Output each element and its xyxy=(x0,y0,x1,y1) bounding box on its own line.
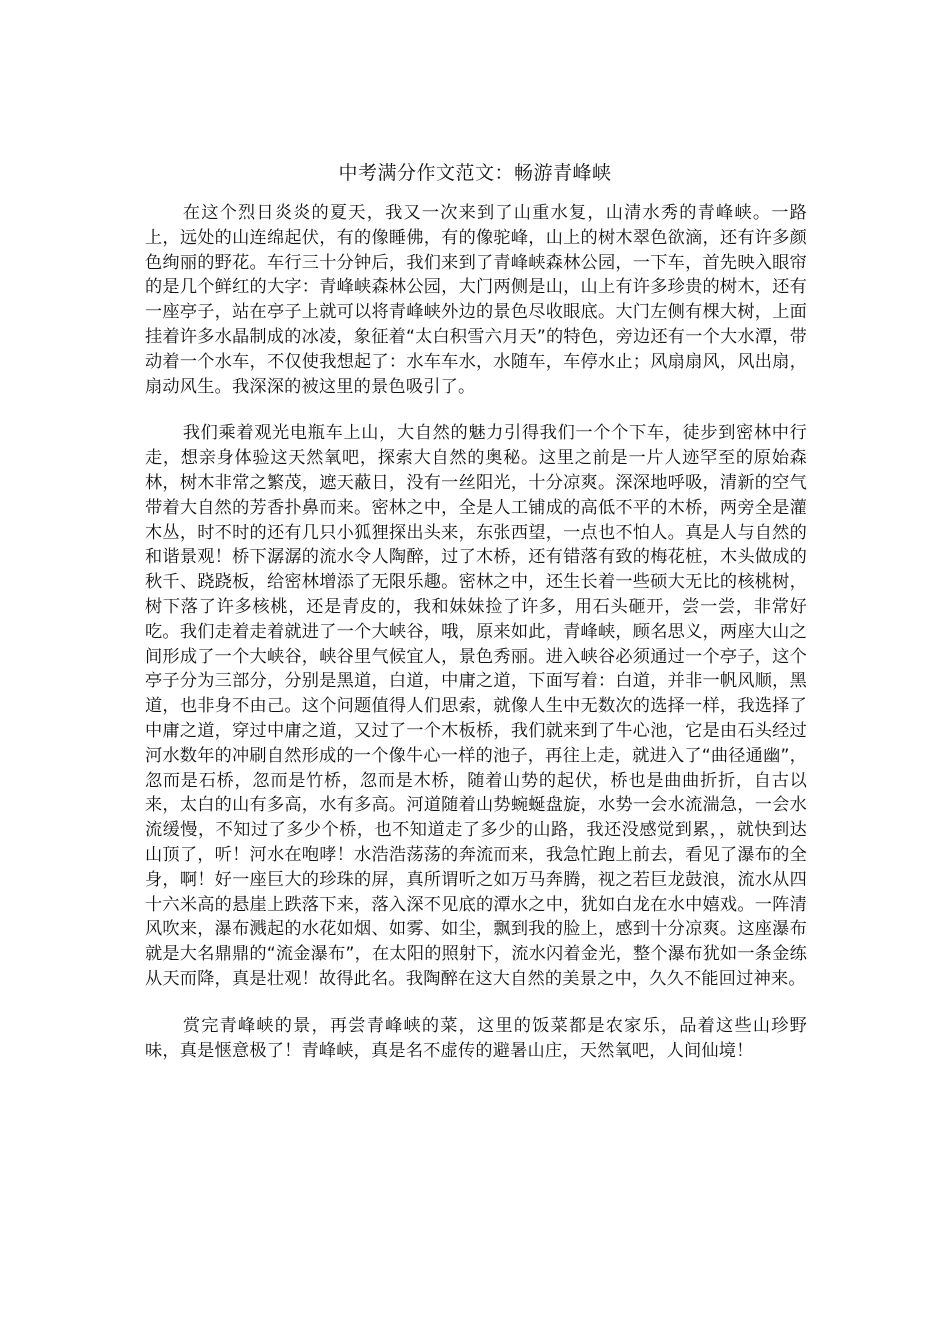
paragraph-3: 赏完青峰峡的景，再尝青峰峡的菜，这里的饭菜都是农家乐，品着这些山珍野味，真是惬意极了！青峰峡，真是名不虚传的避暑山庄，天然氧吧，人间仙境！ xyxy=(145,1015,807,1061)
document-title: 中考满分作文范文：畅游青峰峡 xyxy=(338,162,612,184)
paragraph-2: 我们乘着观光电瓶车上山，大自然的魅力引得我们一个个下车，徒步到密林中行走，想亲身体验这天然氧吧，探索大自然的奥秘。这里之前是一片人迹罕至的原始森林，树木非常之繁茂，遮天蔽日，没有一丝阳光，十分凉爽。深深地呼吸，清新的空气带着大自然的芳香扑鼻而来。密林之中，全是人工铺成的高低不平的木桥，两旁全是灌木丛，时不时的还有几只小狐狸探出头来，东张西望，一点也不怕人。真是人与自然的和谐景观！桥下潺潺的流水令人陶醉，过了木桥，还有错落有致的梅花桩，木头做成的秋千、跷跷板，给密林增添了无限乐趣。密林之中，还生长着一些硕大无比的核桃树，树下落了许多核桃，还是青皮的，我和妹妹捡了许多，用石头砸开，尝一尝，非常好吃。我们走着走着就进了一个大峡谷，哦，原来如此，青峰峡，顾名思义，两座大山之间形成了一个大峡谷，峡谷里气候宜人，景色秀丽。进入峡谷必须通过一个亭子，这个亭子分为三部分，分别是黑道，白道，中庸之道，下面写着：白道，并非一帆风顺，黑道，也非身不由己。这个问题值得人们思索，就像人生中无数次的选择一样，我选择了中庸之道，穿过中庸之道，又过了一个木板桥，我们就来到了牛心池，它是由石头经过河水数年的冲刷自然形成的一个像牛心一样的池子，再往上走，就进入了“曲径通幽”，忽而是石桥，忽而是竹桥，忽而是木桥，随着山势的起伏，桥也是曲曲折折，自古以来，太白的山有多高，水有多高。河道随着山势蜿蜒盘旋，水势一会水流湍急，一会水流缓慢，不知过了多少个桥，也不知道走了多少的山路，我还没感觉到累，，就快到达山顶了，听！河水在咆哮！水浩浩荡荡的奔流而来，我急忙跑上前去，看见了瀑布的全身，啊！好一座巨大的珍珠的屏，真所谓听之如万马奔腾，视之若巨龙鼓浪，流水从四十六米高的悬崖上跌落下来，落入深不见底的潭水之中，犹如白龙在水中嬉戏。一阵清风吹来，瀑布溅起的水花如烟、如雾、如尘，飘到我的脸上，感到十分凉爽。这座瀑布就是大名鼎鼎的“流金瀑布”，在太阳的照射下，流水闪着金光，整个瀑布犹如一条金练从天而降，真是壮观！故得此名。我陶醉在这大自然的美景之中，久久不能回过神来。 xyxy=(145,423,807,989)
paragraph-1: 在这个烈日炎炎的夏天，我又一次来到了山重水复，山清水秀的青峰峡。一路上，远处的山连绵起伏，有的像睡佛，有的像驼峰，山上的树木翠色欲滴，还有许多颜色绚丽的野花。车行三十分钟后，我们来到了青峰峡森林公园，一下车，首先映入眼帘的是几个鲜红的大字：青峰峡森林公园，大门两侧是山，山上有许多珍贵的树木，还有一座亭子，站在亭子上就可以将青峰峡外边的景色尽收眼底。大门左侧有棵大树，上面挂着许多水晶制成的冰凌，象征着“太白积雪六月天”的特色，旁边还有一个大水潭，带动着一个水车，不仅使我想起了：水车车水，水随车，车停水止；风扇扇风，风出扇，扇动风生。我深深的被这里的景色吸引了。 xyxy=(145,203,807,397)
document-body xyxy=(145,201,807,1085)
